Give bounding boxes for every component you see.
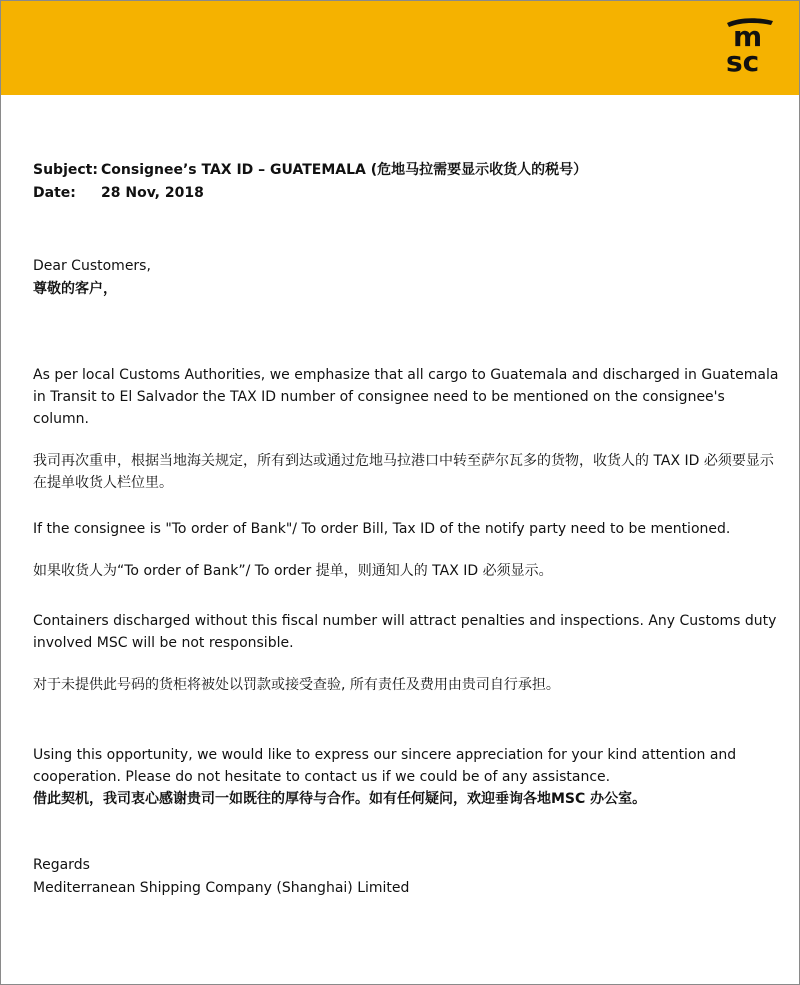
paragraph-2-english: If the consignee is "To order of Bank"/ To order Bill, Tax ID of the notify party need to be mentioned. — [33, 521, 731, 537]
subject-value: Consignee’s TAX ID – GUATEMALA (危地马拉需要显示收货人的税号） — [101, 162, 588, 178]
header-band — [1, 1, 799, 95]
paragraph-4-english: Using this opportunity, we would like to express our sincere appreciation for your kind attention and cooperation. Please do not hesitate to contact us if we could be of any assistance. — [33, 747, 737, 785]
date-label: Date: — [33, 185, 76, 201]
msc-logo-icon — [721, 13, 779, 75]
closing: Regards — [33, 857, 90, 873]
paragraph-2-chinese: 如果收货人为“To order of Bank”/ To order 提单，则通知人的 TAX ID 必须显示。 — [33, 563, 553, 579]
paragraph-1-english: As per local Customs Authorities, we emphasize that all cargo to Guatemala and discharged in Guatemala in Transit to El Salvador the TAX ID number of consignee need to be mentioned on the consignee's column. — [33, 367, 779, 427]
letter-content — [33, 159, 781, 900]
logo-top-text: m — [733, 20, 763, 53]
greeting-chinese: 尊敬的客户， — [33, 281, 117, 297]
paragraph-3-chinese: 对于未提供此号码的货柜将被处以罚款或接受查验, 所有责任及费用由贵司自行承担。 — [33, 677, 560, 693]
paragraph-4-chinese: 借此契机，我司衷心感谢贵司一如既往的厚待与合作。如有任何疑问，欢迎垂询各地MSC 办公室。 — [33, 791, 647, 807]
logo-bottom-text: sc — [726, 45, 760, 75]
date-line — [33, 182, 781, 205]
subject-line — [33, 159, 781, 182]
date-value: 28 Nov, 2018 — [101, 185, 204, 201]
paragraph-3-english: Containers discharged without this fiscal number will attract penalties and inspections. Any Customs duty involved MSC will be not responsible. — [33, 613, 777, 651]
paragraph-1-chinese: 我司再次重申，根据当地海关规定，所有到达或通过危地马拉港口中转至萨尔瓦多的货物，收货人的 TAX ID 必须要显示在提单收货人栏位里。 — [33, 453, 774, 491]
msc-logo — [721, 13, 779, 75]
subject-label: Subject: — [33, 162, 98, 178]
company-name: Mediterranean Shipping Company (Shanghai) Limited — [33, 880, 410, 896]
greeting-english: Dear Customers, — [33, 258, 151, 274]
